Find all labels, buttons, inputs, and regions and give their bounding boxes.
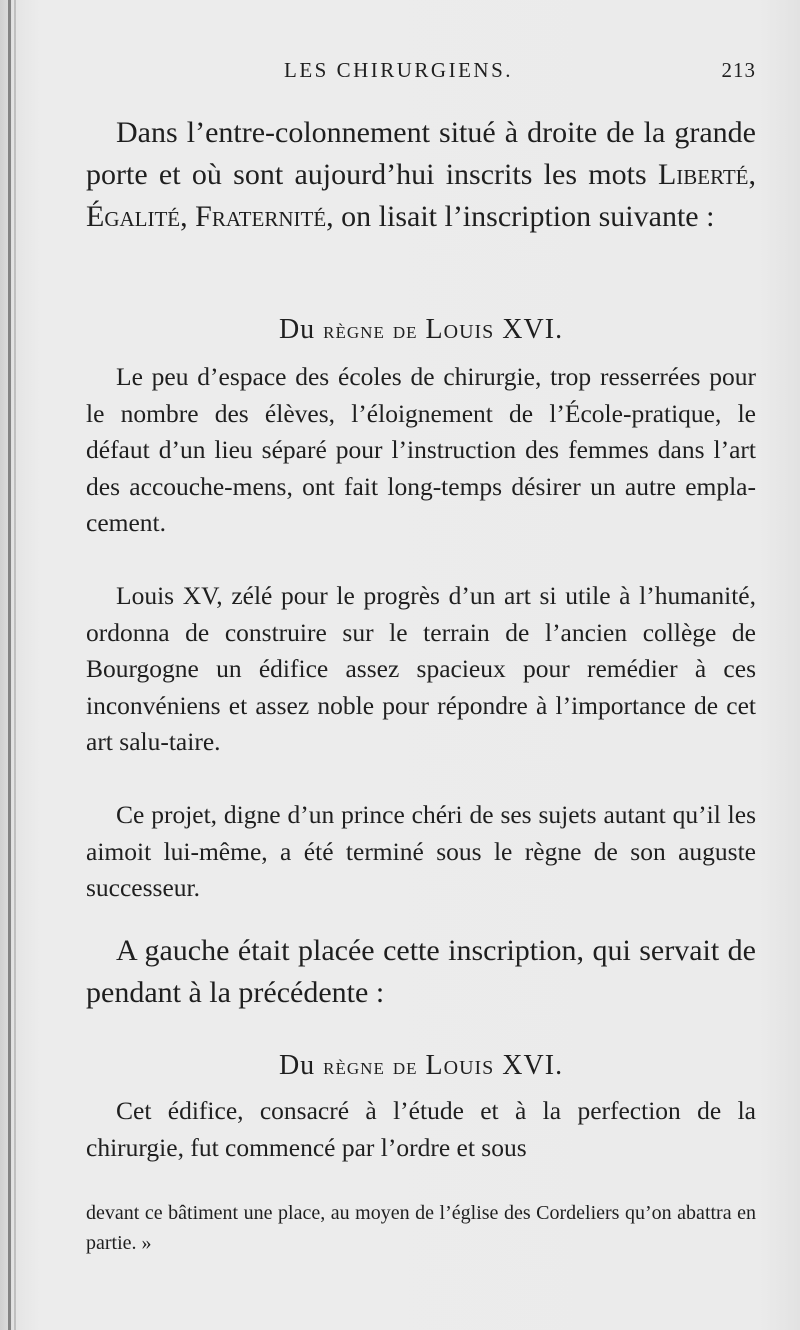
word-liberte: Liberté	[657, 158, 749, 191]
inscription-1-para-2: Louis XV, zélé pour le progrès d’un art si utile à l’humanité, ordonna de construire sur le terrain de l’ancien collège de Bourgogne un édifice assez spacieux pour remédier à ces inconvéniens et assez noble pour répondre à l’importance de cet art salu-taire.	[86, 581, 756, 756]
inscription-1-para-1: Le peu d’espace des écoles de chirurgie, trop resserrées pour le nombre des élèves, l’éloignement de l’École-pratique, le défaut d’un lieu séparé pour l’instruction des femmes dans l’art des accouche-mens, ont fait long-temps désirer un autre empla-cement.	[86, 362, 756, 537]
second-intro-paragraph: A gauche était placée cette inscription, qui servait de pendant à la précédente :	[86, 934, 756, 1009]
page-number: 213	[721, 58, 756, 82]
separator: ,	[748, 158, 756, 191]
intro-text-before: Dans l’entre-colonnement situé à droite de la grande porte et où sont aujourd’hui inscrits les mots	[86, 116, 756, 191]
intro-text-after: , on lisait l’inscription suivante :	[326, 200, 715, 233]
heading-de: de	[392, 1054, 418, 1080]
heading-regne: règne	[323, 1054, 385, 1080]
word-fraternite: Fraternité	[195, 200, 327, 233]
heading-du: Du	[278, 314, 316, 345]
inscription-heading-1	[86, 314, 756, 346]
separator: ,	[180, 200, 196, 233]
page-header	[88, 58, 756, 90]
intro-paragraph	[86, 112, 756, 238]
footnote: devant ce bâtiment une place, au moyen de l’église des Cordeliers qu’on abattra en partie. »	[86, 1202, 756, 1254]
heading-louis: Louis	[425, 314, 495, 345]
page-spine-shadow	[8, 0, 11, 1330]
page-spine-edge	[14, 0, 16, 1330]
word-egalite: Égalité	[86, 200, 181, 233]
heading-xvi: XVI.	[502, 314, 564, 345]
inscription-1-para-3: Ce projet, digne d’un prince chéri de ses sujets autant qu’il les aimoit lui-même, a été terminé sous le règne de son auguste successeur.	[86, 800, 756, 902]
inscription-2-para-1: Cet édifice, consacré à l’étude et à la perfection de la chirurgie, fut commencé par l’ordre et sous	[86, 1096, 756, 1162]
running-title: LES CHIRURGIENS.	[284, 58, 514, 82]
heading-de: de	[392, 318, 418, 344]
heading-louis: Louis	[425, 1050, 495, 1081]
heading-xvi: XVI.	[502, 1050, 564, 1081]
inscription-heading-2	[86, 1050, 756, 1082]
heading-regne: règne	[323, 318, 385, 344]
heading-du: Du	[278, 1050, 316, 1081]
